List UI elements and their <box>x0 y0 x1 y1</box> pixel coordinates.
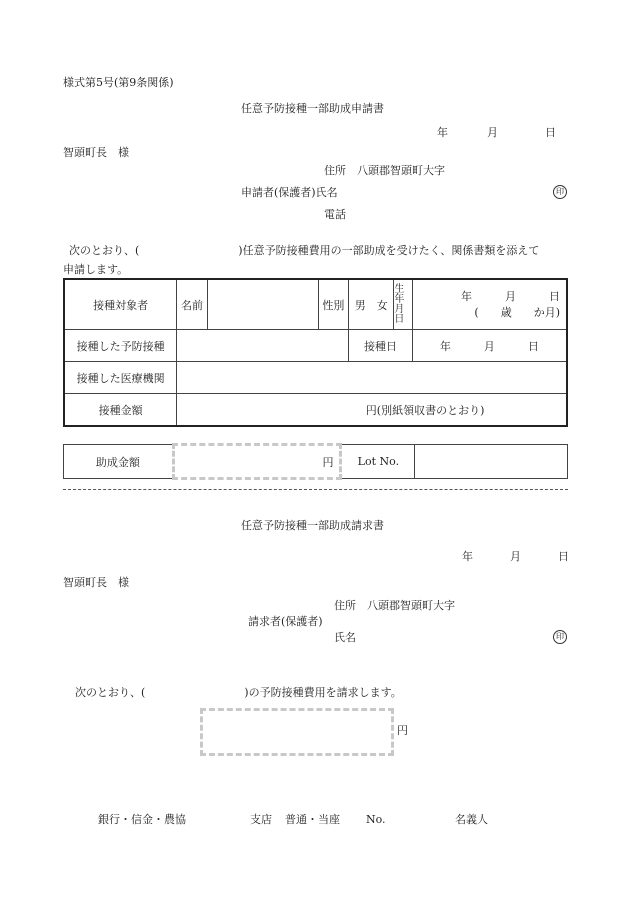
sex-options[interactable]: 男 女 <box>349 279 394 330</box>
fee-cell[interactable]: 円(別紙領収書のとおり) <box>177 394 567 427</box>
institution-label: 接種した医療機関 <box>64 362 177 394</box>
vaccination-date-cell[interactable]: 年 月 日 <box>412 330 567 362</box>
subsidy-table <box>63 443 568 480</box>
account-number-label: No. <box>366 813 386 826</box>
applicant-name-label: 申請者(保護者)氏名 <box>241 186 338 199</box>
birth-char: 日 <box>394 313 405 325</box>
account-holder-label: 名義人 <box>455 813 488 826</box>
application-seal: 印 <box>553 185 567 199</box>
birth-label <box>394 279 412 330</box>
subsidy-yen: 円 <box>322 455 334 469</box>
request-date-day: 日 <box>558 550 569 563</box>
birth-char: 月 <box>394 303 405 315</box>
institution-cell[interactable] <box>177 362 567 394</box>
name-label: 名前 <box>177 279 208 330</box>
request-yen: 円 <box>397 724 408 737</box>
applicant-phone-label: 電話 <box>324 208 346 221</box>
request-body-line: 次のとおり、( )の予防接種費用を請求します。 <box>75 686 402 699</box>
branch-label: 支店 <box>250 813 272 826</box>
requester-name-label: 氏名 <box>334 631 356 644</box>
vaccination-date-label: 接種日 <box>349 330 413 362</box>
subject-name-cell[interactable] <box>207 279 318 330</box>
subsidy-amount-cell[interactable] <box>173 445 341 479</box>
vaccine-label: 接種した予防接種 <box>64 330 177 362</box>
request-date-month: 月 <box>510 550 521 563</box>
application-date-month: 月 <box>487 126 498 139</box>
vaccine-cell[interactable] <box>177 330 349 362</box>
bank-label: 銀行・信金・農協 <box>98 813 186 826</box>
birthdate-age: ( 歳 か月) <box>474 305 560 319</box>
application-body-line2: 申請します。 <box>63 263 129 276</box>
applicant-address-label: 住所 八頭郡智頭町大字 <box>324 164 445 177</box>
application-body-line1: 次のとおり、( )任意予防接種費用の一部助成を受けたく、関係書類を添えて <box>69 244 540 257</box>
subsidy-label: 助成金額 <box>64 445 174 479</box>
birthdate-ymd: 年 月 日 <box>461 289 560 303</box>
subject-label: 接種対象者 <box>64 279 177 330</box>
birth-char: 生 <box>394 283 405 295</box>
sex-label: 性別 <box>318 279 349 330</box>
request-title: 任意予防接種一部助成請求書 <box>241 519 384 532</box>
section-separator <box>63 489 568 490</box>
form-number: 様式第5号(第9条関係) <box>63 76 174 89</box>
birthdate-cell[interactable] <box>412 279 567 330</box>
application-table <box>63 278 568 427</box>
account-type: 普通・当座 <box>285 813 340 826</box>
request-amount-box[interactable] <box>200 708 394 756</box>
lot-label: Lot No. <box>341 445 415 479</box>
birth-char: 年 <box>394 293 405 305</box>
application-addressee: 智頭町長 様 <box>63 146 129 159</box>
fee-label: 接種金額 <box>64 394 177 427</box>
application-title: 任意予防接種一部助成申請書 <box>241 102 384 115</box>
requester-label: 請求者(保護者) <box>248 615 323 628</box>
request-seal: 印 <box>553 630 567 644</box>
requester-address-label: 住所 八頭郡智頭町大字 <box>334 599 455 612</box>
lot-cell[interactable] <box>415 445 568 479</box>
request-addressee: 智頭町長 様 <box>63 576 129 589</box>
request-date-year: 年 <box>462 550 473 563</box>
application-date-year: 年 <box>437 126 448 139</box>
application-date-day: 日 <box>545 126 556 139</box>
